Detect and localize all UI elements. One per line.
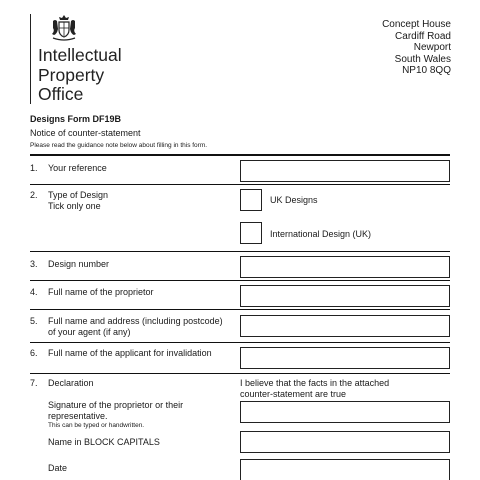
date-label: Date [48, 463, 68, 473]
row-divider [30, 280, 450, 281]
organisation-name-line: Office [38, 84, 84, 104]
question-number: 6. [30, 348, 38, 358]
signature-label: Signature of the proprietor or their [48, 400, 184, 410]
your-reference-field[interactable] [240, 160, 450, 182]
design-number-label: Design number [48, 259, 110, 269]
international-design-checkbox[interactable] [240, 222, 262, 244]
form-subtitle: Notice of counter-statement [30, 128, 141, 138]
question-number: 5. [30, 316, 38, 326]
agent-details-field[interactable] [240, 315, 450, 337]
agent-details-label-continued: of your agent (if any) [48, 327, 131, 337]
design-number-field[interactable] [240, 256, 450, 278]
signature-label-continued: representative. [48, 411, 108, 421]
address-line: South Wales [394, 53, 451, 65]
row-divider [30, 309, 450, 310]
question-number: 3. [30, 259, 38, 269]
declaration-label: Declaration [48, 378, 94, 388]
proprietor-name-label: Full name of the proprietor [48, 287, 154, 297]
type-of-design-label: Type of Design [48, 190, 109, 200]
uk-designs-checkbox[interactable] [240, 189, 262, 211]
row-divider [30, 184, 450, 185]
address-line: Cardiff Road [395, 30, 451, 42]
section-divider [30, 154, 450, 156]
your-reference-label: Your reference [48, 163, 107, 173]
block-capitals-name-label: Name in BLOCK CAPITALS [48, 437, 160, 447]
organisation-name [38, 46, 122, 105]
address-line: Concept House [382, 19, 451, 30]
address-line: Newport [413, 42, 451, 53]
date-field[interactable] [240, 459, 450, 480]
question-number: 1. [30, 163, 38, 173]
row-divider [30, 342, 450, 343]
logo-divider [30, 14, 31, 104]
guidance-note: Please read the guidance note below about filling in this form. [30, 142, 208, 149]
international-design-option-label: International Design (UK) [270, 229, 372, 239]
row-divider [30, 373, 450, 374]
organisation-name-line: Property [38, 64, 105, 85]
row-divider [30, 251, 450, 252]
applicant-name-field[interactable] [240, 347, 450, 369]
type-of-design-hint: Tick only one [48, 201, 101, 211]
office-address [382, 19, 451, 77]
signature-field[interactable] [240, 401, 450, 423]
organisation-name-line: Intellectual [38, 45, 122, 65]
declaration-statement-line: counter-statement are true [240, 389, 347, 399]
proprietor-name-field[interactable] [240, 285, 450, 307]
question-number: 2. [30, 190, 38, 200]
signature-note: This can be typed or handwritten. [48, 422, 145, 429]
royal-coat-of-arms-icon [50, 12, 78, 42]
form-title: Designs Form DF19B [30, 114, 122, 124]
declaration-statement [240, 378, 450, 400]
declaration-statement-line: I believe that the facts in the attached [240, 378, 390, 388]
agent-details-label: Full name and address (including postcode) [48, 316, 223, 326]
block-capitals-name-field[interactable] [240, 431, 450, 453]
address-line: NP10 8QQ [402, 65, 451, 76]
applicant-name-label: Full name of the applicant for invalidation [48, 348, 212, 358]
question-number: 4. [30, 287, 38, 297]
uk-designs-option-label: UK Designs [270, 195, 318, 205]
question-number: 7. [30, 378, 38, 388]
